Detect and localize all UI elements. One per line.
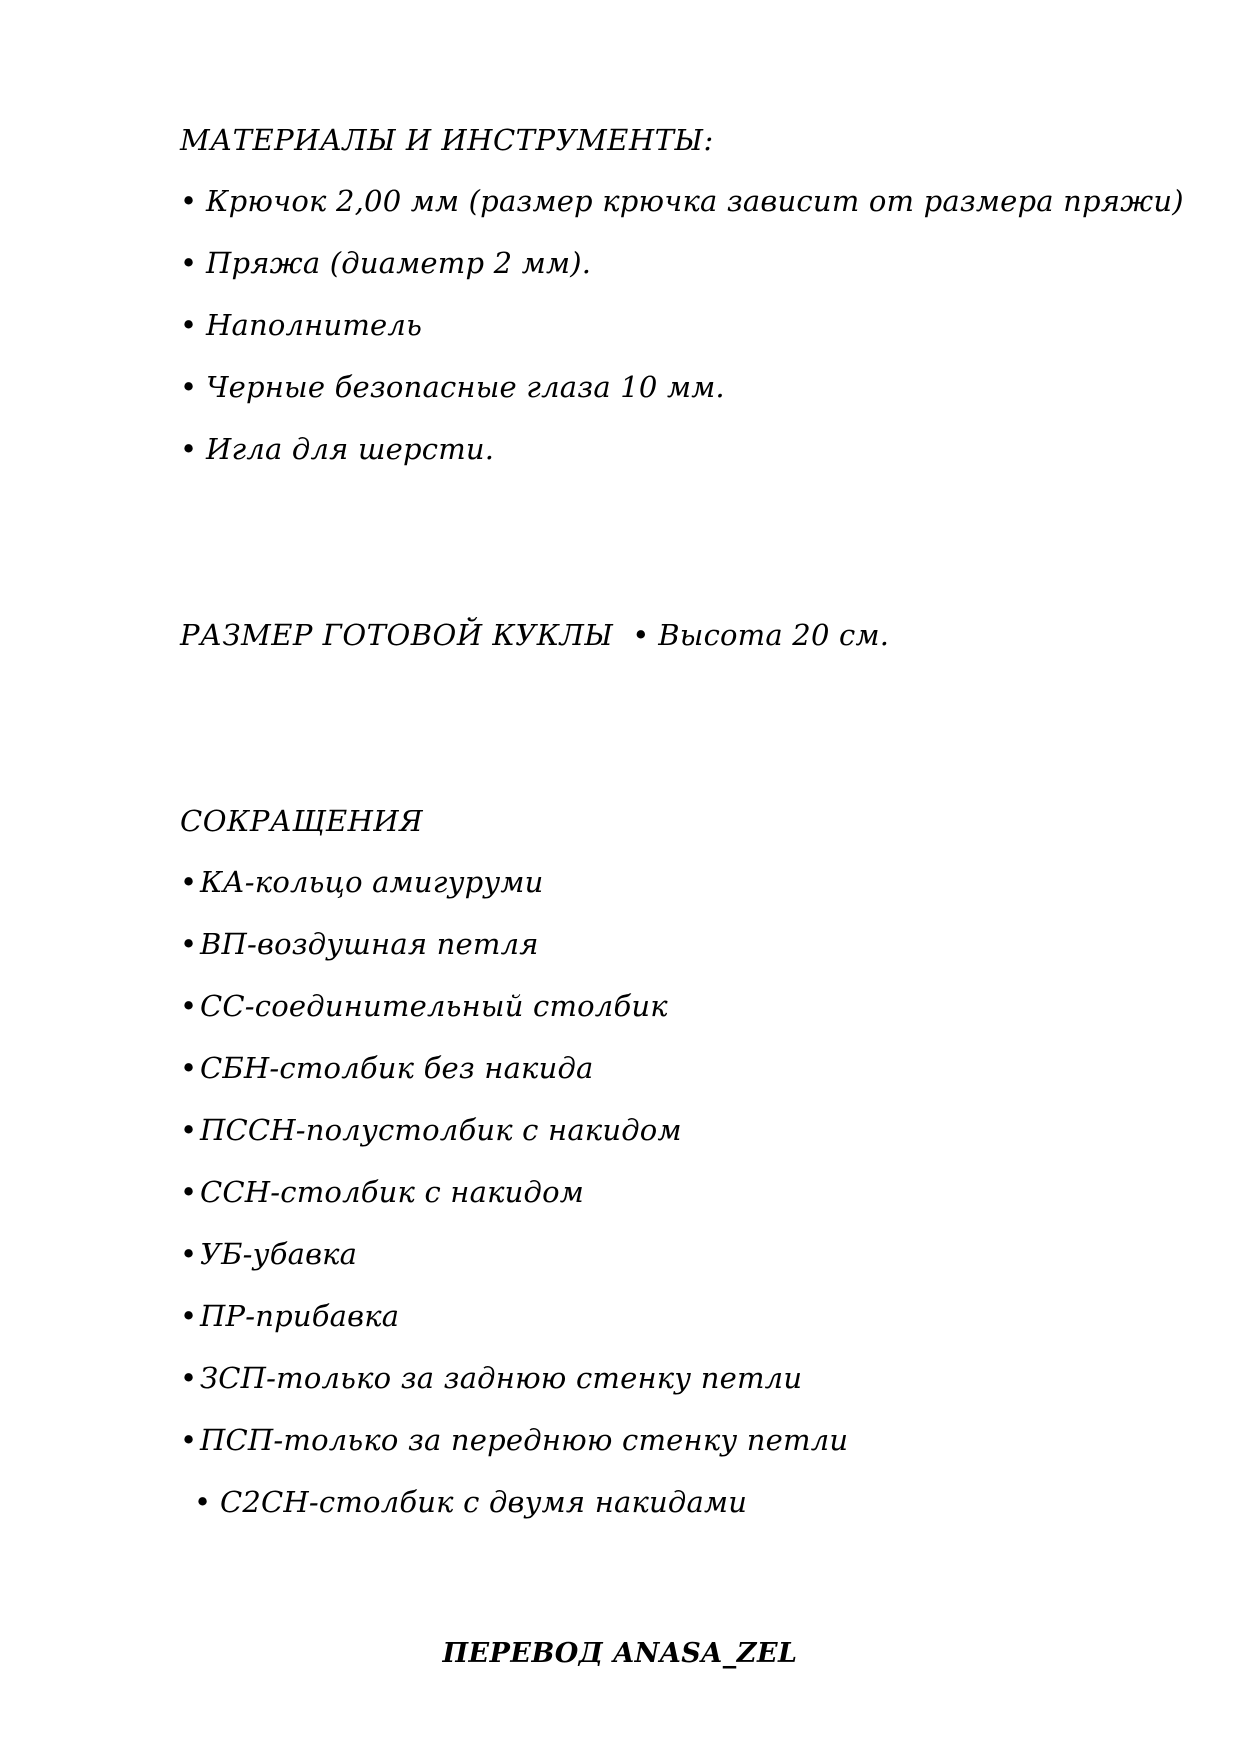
abbreviation-label: ВП-воздушная петля — [200, 927, 539, 961]
abbreviation-label: СБН-столбик без накида — [200, 1051, 594, 1085]
translator-credit: ПЕРЕВОД ANASA_ZEL — [442, 1638, 798, 1669]
bullet-icon: • — [180, 1299, 198, 1333]
materials-item-label: Крючок 2,00 мм (размер крючка зависит от размера пряжи) — [206, 184, 1184, 218]
bullet-icon: • — [180, 432, 198, 466]
bullet-icon: • — [180, 1051, 198, 1085]
materials-item-filler — [180, 307, 422, 343]
materials-item-label: Игла для шерсти. — [206, 432, 495, 466]
bullet-icon: • — [180, 1113, 198, 1147]
abbreviation-item — [180, 1422, 848, 1458]
bullet-icon: • — [632, 618, 650, 652]
abbreviation-label: ССН-столбик с накидом — [200, 1175, 584, 1209]
bullet-icon: • — [180, 989, 198, 1023]
abbreviation-label: ПССН-полустолбик с накидом — [200, 1113, 682, 1147]
materials-item-label: Пряжа (диаметр 2 мм). — [206, 246, 592, 280]
bullet-icon: • — [180, 927, 198, 961]
abbreviation-item — [180, 1360, 802, 1396]
bullet-icon: • — [180, 308, 198, 342]
bullet-icon: • — [180, 184, 198, 218]
materials-item-hook — [180, 183, 1184, 219]
bullet-icon: • — [180, 1423, 198, 1457]
materials-heading: МАТЕРИАЛЫ И ИНСТРУМЕНТЫ: — [180, 123, 714, 157]
materials-item-needle — [180, 431, 494, 467]
materials-item-label: Черные безопасные глаза 10 мм. — [206, 370, 725, 404]
abbreviation-label: СС-соединительный столбик — [200, 989, 668, 1023]
abbreviation-label: КА-кольцо амигуруми — [200, 865, 544, 899]
bullet-icon: • — [180, 1361, 198, 1395]
materials-item-eyes — [180, 369, 725, 405]
size-line — [180, 617, 889, 653]
bullet-icon: • — [180, 246, 198, 280]
abbreviation-item — [180, 1050, 594, 1086]
size-heading: РАЗМЕР ГОТОВОЙ КУКЛЫ — [180, 618, 614, 652]
abbreviation-label: ЗСП-только за заднюю стенку петли — [200, 1361, 803, 1395]
materials-item-label: Наполнитель — [206, 308, 423, 342]
abbreviation-item — [180, 1298, 399, 1334]
abbreviation-label: ПР-прибавка — [200, 1299, 400, 1333]
bullet-icon: • — [180, 370, 198, 404]
abbreviations-heading: СОКРАЩЕНИЯ — [180, 804, 424, 838]
materials-item-yarn — [180, 245, 591, 281]
bullet-icon: • — [180, 865, 198, 899]
abbreviation-item — [180, 1112, 682, 1148]
abbreviation-label: С2СН-столбик с двумя накидами — [220, 1485, 748, 1519]
bullet-icon: • — [194, 1485, 212, 1519]
abbreviation-item — [180, 1174, 584, 1210]
abbreviation-label: УБ-убавка — [200, 1237, 358, 1271]
size-value: Высота 20 см. — [658, 618, 890, 652]
abbreviation-item — [180, 1236, 357, 1272]
abbreviation-item — [180, 988, 668, 1024]
abbreviation-label: ПСП-только за переднюю стенку петли — [200, 1423, 849, 1457]
abbreviation-item — [180, 864, 544, 900]
bullet-icon: • — [180, 1175, 198, 1209]
abbreviation-item — [180, 926, 539, 962]
abbreviation-item — [194, 1484, 747, 1520]
bullet-icon: • — [180, 1237, 198, 1271]
